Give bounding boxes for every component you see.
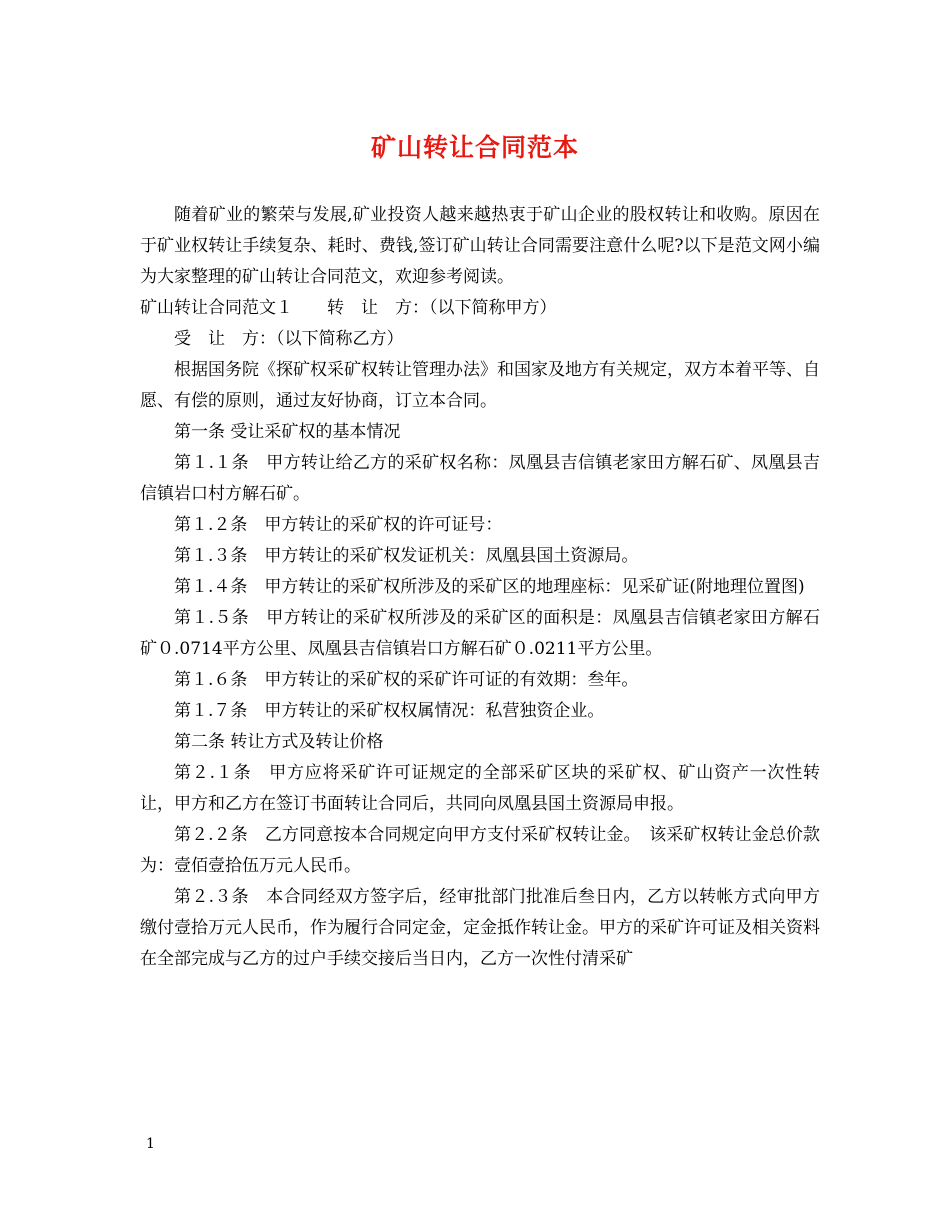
document-body (140, 200, 820, 975)
clause-1-2: 第１.２条 甲方转让的采矿权的许可证号： (174, 515, 503, 535)
clause-1-7: 第１.７条 甲方转让的采矿权权属情况：私营独资企业。 (174, 701, 605, 721)
paragraph-transferee: 受 让 方：（以下简称乙方） (174, 329, 404, 349)
clause-1-1: 第１.１条 甲方转让给乙方的采矿权名称：凤凰县吉信镇老家田方解石矿、凤凰县吉信镇岩口村方解石矿。 (140, 453, 820, 504)
page-number: 1 (146, 1136, 155, 1152)
paragraph-basis: 根据国务院《探矿权采矿权转让管理办法》和国家及地方有关规定，双方本着平等、自愿、有偿的原则，通过友好协商，订立本合同。 (140, 360, 820, 411)
clause-2-1: 第２.１条 甲方应将采矿许可证规定的全部采矿区块的采矿权、矿山资产一次性转让，甲方和乙方在签订书面转让合同后，共同向凤凰县国土资源局申报。 (140, 763, 820, 814)
clause-1-3: 第１.３条 甲方转让的采矿权发证机关：凤凰县国土资源局。 (174, 546, 639, 566)
clause-2-3: 第２.３条 本合同经双方签字后，经审批部门批准后叁日内，乙方以转帐方式向甲方缴付壹拾万元人民币，作为履行合同定金，定金抵作转让金。甲方的采矿许可证及相关资料在全部完成与乙方的过户手续交接后当日内，乙方一次性付清采矿 (140, 887, 820, 969)
paragraph-contract-heading: 矿山转让合同范文１ 转 让 方：（以下简称甲方） (140, 298, 557, 318)
section-heading-1: 第一条 受让采矿权的基本情况 (174, 422, 401, 442)
section-heading-2: 第二条 转让方式及转让价格 (174, 732, 384, 752)
clause-2-2: 第２.２条 乙方同意按本合同规定向甲方支付采矿权转让金。 该采矿权转让金总价款为：壹佰壹拾伍万元人民币。 (140, 825, 820, 876)
clause-1-4: 第１.４条 甲方转让的采矿权所涉及的采矿区的地理座标：见采矿证(附地理位置图) (174, 577, 805, 597)
clause-1-5: 第１.５条 甲方转让的采矿权所涉及的采矿区的面积是：凤凰县吉信镇老家田方解石矿０.0714平方公里、凤凰县吉信镇岩口方解石矿０.0211平方公里。 (140, 608, 820, 659)
paragraph-intro: 随着矿业的繁荣与发展,矿业投资人越来越热衷于矿山企业的股权转让和收购。原因在于矿业权转让手续复杂、耗时、费钱,签订矿山转让合同需要注意什么呢?以下是范文网小编为大家整理的矿山转让合同范文，欢迎参考阅读。 (140, 205, 820, 287)
document-title: 矿山转让合同范本 (370, 133, 579, 162)
clause-1-6: 第１.６条 甲方转让的采矿权的采矿许可证的有效期：叁年。 (174, 670, 639, 690)
